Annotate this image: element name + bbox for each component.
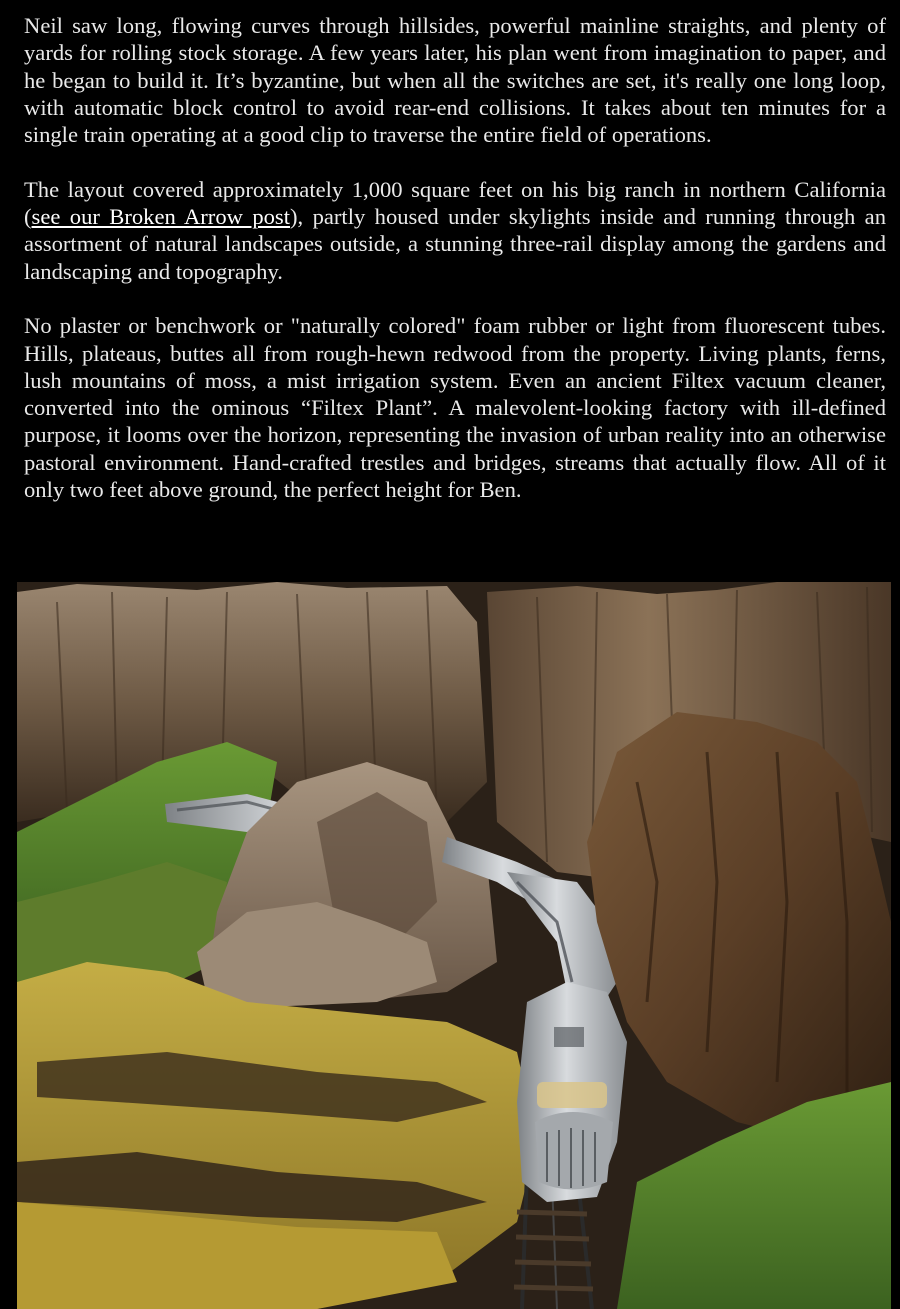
paragraph-2-text-before: The layout covered approximately 1,000 square feet on his big ranch in northern California ( bbox=[24, 176, 886, 230]
train-layout-photo bbox=[17, 582, 891, 1309]
article-body bbox=[24, 12, 886, 531]
train-layout-illustration bbox=[17, 582, 891, 1309]
paragraph-1-text: Neil saw long, flowing curves through hillsides, powerful mainline straights, and plenty of yards for rolling stock storage. A few years later, his plan went from imagination to paper, and he began to build it. It’s byzantine, but when all the switches are set, it's really one long loop, with automatic block control to avoid rear-end collisions. It takes about ten minutes for a single train operating at a good clip to traverse the entire field of operations. bbox=[24, 13, 886, 148]
paragraph-2 bbox=[24, 176, 886, 285]
paragraph-3-text: No plaster or benchwork or "naturally colored" foam rubber or light from fluorescent tubes. Hills, plateaus, buttes all from rough-hewn redwood from the property. Living plants, ferns, lush mountains of moss, a mist irrigation system. Even an ancient Filtex vacuum cleaner, converted into the ominous “Filtex Plant”. A malevolent-looking factory with ill-defined purpose, it looms over the horizon, representing the invasion of urban reality into an otherwise pastoral environment. Hand-crafted trestles and bridges, streams that actually flow. All of it only two feet above ground, the perfect height for Ben. bbox=[24, 313, 886, 503]
broken-arrow-post-link[interactable]: see our Broken Arrow post bbox=[31, 204, 290, 230]
paragraph-3 bbox=[24, 312, 886, 503]
paragraph-1 bbox=[24, 12, 886, 148]
paragraph-2-text-after: ), partly housed under skylights inside and running through an assortment of natural landscapes outside, a stunning three-rail display among the gardens and landscaping and topography. bbox=[24, 204, 886, 284]
